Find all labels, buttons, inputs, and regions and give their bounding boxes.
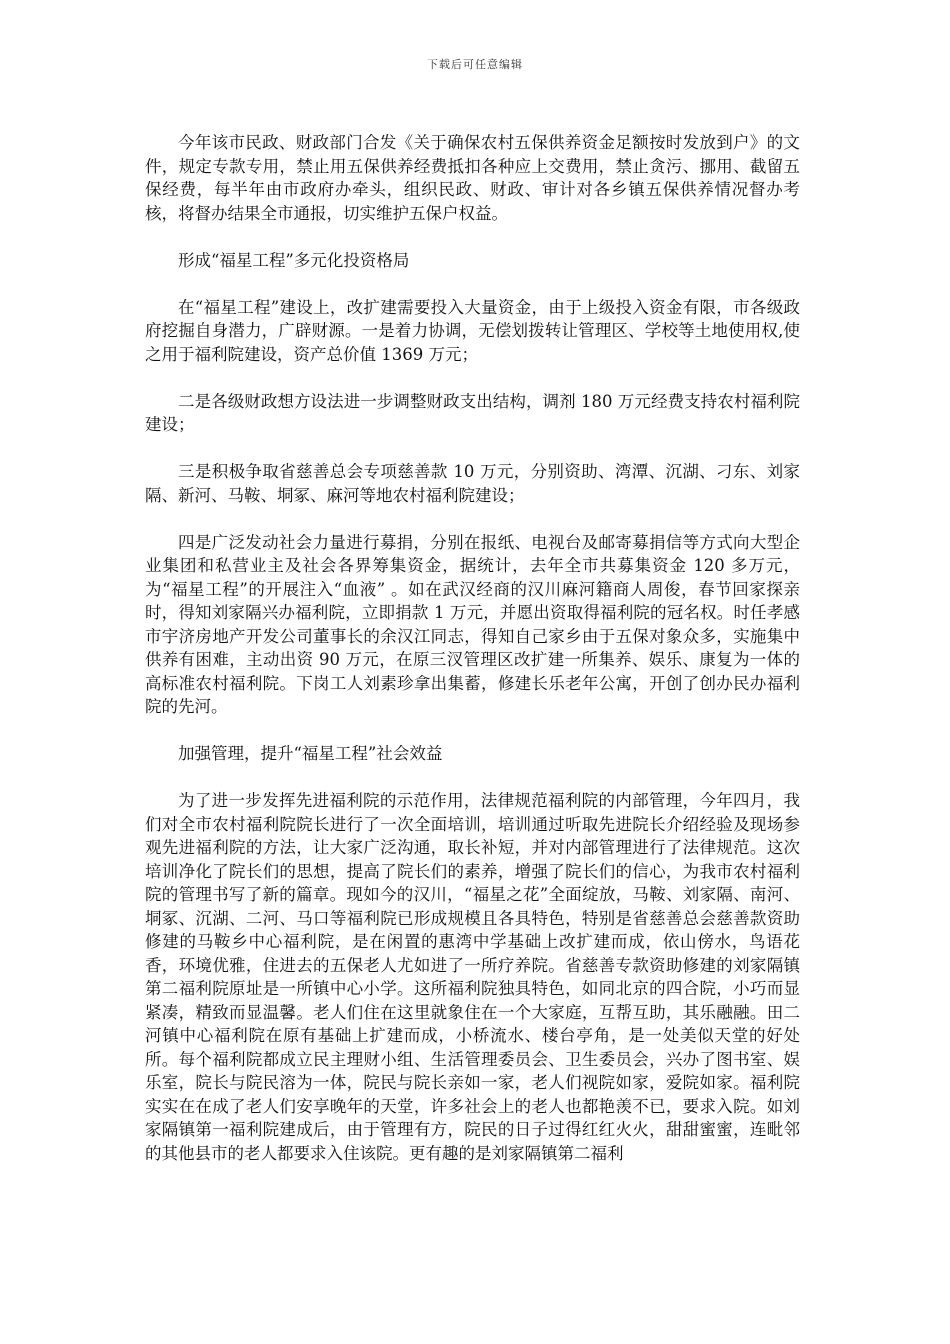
section-heading-management: 加强管理，提升“福星工程”社会效益 [178,744,443,763]
paragraph-social-donations: 四是广泛发动社会力量进行募捐，分别在报纸、电视台及邮寄募捐信等方式向大型企业集团和私营业主及社会各界筹集资金，据统计，去年全市共募集资金 120 多万元，为“福星工程”的开展注入“血液” 。如在武汉经商的汉川麻河籍商人周俊，春节回家探亲时，得知刘家隔兴办福利院，立即捐款 1 万元，并愿出资取得福利院的冠名权。时任孝感市宇济房地产开发公司董事长的余汉江同志，得知自己家乡由于五保对象众多，实施集中供养有困难，主动出资 90 万元，在原三汊管理区改扩建一所集养、娱乐、康复为一体的高标准农村福利院。下岗工人刘素珍拿出集蓄，修建长乐老年公寓，开创了创办民办福利院的先河。 [145,532,800,716]
paragraph-management-training: 为了进一步发挥先进福利院的示范作用，法律规范福利院的内部管理，今年四月，我们对全市农村福利院院长进行了一次全面培训，培训通过听取先进院长介绍经验及现场参观先进福利院的方法，让大家广泛沟通，取长补短，并对内部管理进行了法律规范。这次培训净化了院长们的思想，提高了院长们的素养，增强了院长们的信心，为我市农村福利院的管理书写了新的篇章。现如今的汉川，“福星之花”全面绽放，马鞍、刘家隔、南河、垌冢、沉湖、二河、马口等福利院已形成规模且各具特色，特别是省慈善总会慈善款资助修建的马鞍乡中心福利院，是在闲置的惠湾中学基础上改扩建而成，依山傍水，鸟语花香，环境优雅，住进去的五保老人尤如进了一所疗养院。省慈善专款资助修建的刘家隔镇第二福利院原址是一所镇中心小学。这所福利院独具特色，如同北京的四合院，小巧而显紧凑，精致而显温馨。老人们住在这里就象住在一个大家庭，互帮互助，其乐融融。田二河镇中心福利院在原有基础上扩建而成，小桥流水、楼台亭角，是一处美似天堂的好处所。每个福利院都成立民主理财小组、生活管理委员会、卫生委员会，兴办了图书室、娱乐室，院长与院民溶为一体，院民与院长亲如一家，老人们视院如家，爱院如家。福利院实实在在成了老人们安享晚年的天堂，许多社会上的老人也都艳羡不已，要求入院。如刘家隔镇第一福利院建成后，由于管理有方，院民的日子过得红红火火，甜甜蜜蜜，连毗邻的其他县市的老人都要求入住该院。更有趣的是刘家隔镇第二福利 [145,791,800,1163]
paragraph-fiscal-adjustment: 二是各级财政想方设法进一步调整财政支出结构，调剂 180 万元经费支持农村福利院建设； [145,391,800,434]
page-header: 下载后可任意编辑 [427,58,523,71]
document-body [145,131,800,1189]
paragraph-five-guarantee-funds: 今年该市民政、财政部门合发《关于确保农村五保供养资金足额按时发放到户》的文件，规定专款专用，禁止用五保供养经费抵扣各种应上交费用，禁止贪污、挪用、截留五保经费，每半年由市政府办牵头，组织民政、财政、审计对各乡镇五保供养情况督办考核，将督办结果全市通报，切实维护五保户权益。 [145,133,800,223]
section-heading-investment: 形成“福星工程”多元化投资格局 [178,250,410,270]
paragraph-charity-funds: 三是积极争取省慈善总会专项慈善款 10 万元，分别资助、湾潭、沉湖、刁东、刘家隔、新河、马鞍、垌冢、麻河等地农村福利院建设； [145,462,800,505]
paragraph-land-allocation: 在“福星工程”建设上，改扩建需要投入大量资金，由于上级投入资金有限，市各级政府挖掘自身潜力，广辟财源。一是着力协调，无偿划拨转让管理区、学校等土地使用权,使之用于福利院建设，资产总价值 1369 万元； [145,297,800,364]
